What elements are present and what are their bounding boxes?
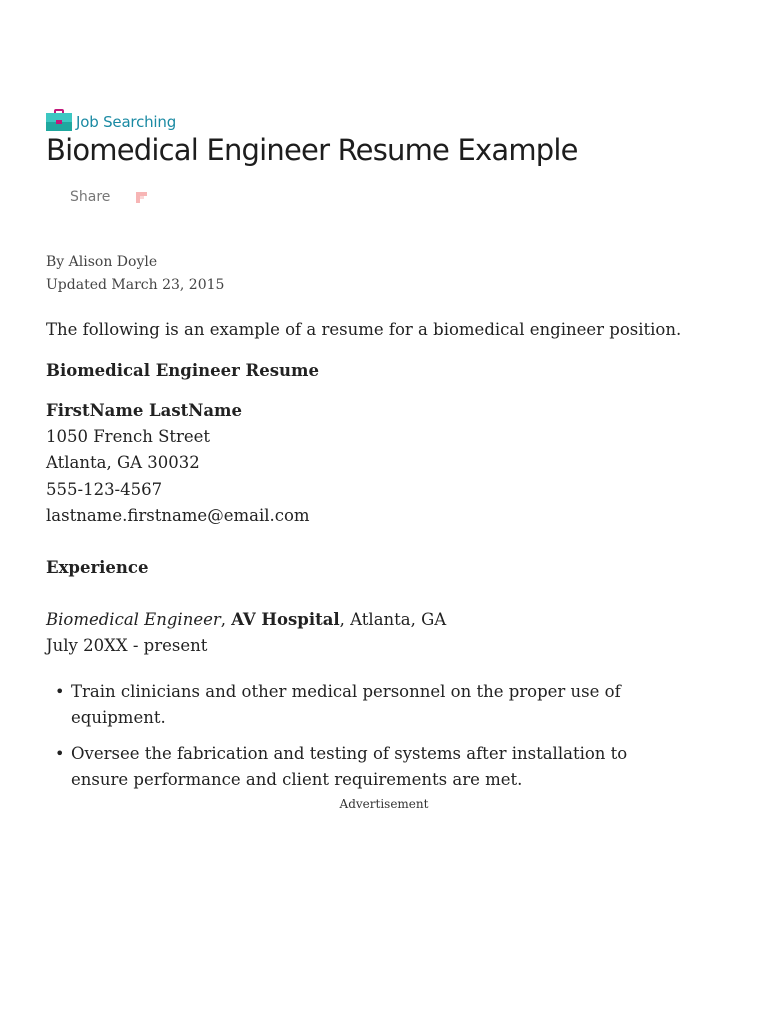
resume-heading: Biomedical Engineer Resume (46, 361, 319, 380)
category-label: Job Searching (76, 113, 177, 131)
job-title-line: Biomedical Engineer, AV Hospital, Atlanta, GA (46, 610, 447, 629)
experience-heading: Experience (46, 558, 149, 577)
category-link[interactable] (46, 110, 176, 134)
job-entry (46, 607, 446, 659)
intro-paragraph: The following is an example of a resume for a biomedical engineer position. (46, 320, 682, 339)
page-title: Biomedical Engineer Resume Example (46, 133, 578, 167)
list-item: • Train clinicians and other medical personnel on the proper use of equipment. (46, 679, 686, 731)
contact-phone: 555-123-4567 (46, 479, 163, 499)
advertisement-label: Advertisement (339, 797, 429, 811)
job-duties-list (46, 679, 686, 803)
job-location: , Atlanta, GA (339, 610, 447, 629)
contact-street: 1050 French Street (46, 427, 211, 447)
flipboard-icon[interactable] (136, 192, 147, 203)
contact-city: Atlanta, GA 30032 (46, 453, 200, 473)
list-item: • Oversee the fabrication and testing of systems after installation to ensure performance and client requirements are met. (46, 741, 686, 793)
contact-block (46, 398, 310, 529)
job-dates: July 20XX - present (46, 636, 208, 655)
briefcase-icon (46, 109, 72, 136)
share-bar (70, 186, 147, 208)
job-title: Biomedical Engineer (46, 610, 221, 629)
job-employer: AV Hospital (231, 610, 340, 629)
contact-email: lastname.firstname@email.com (46, 505, 310, 525)
byline (46, 251, 224, 297)
contact-name: FirstName LastName (46, 401, 242, 420)
author-name[interactable]: By Alison Doyle (46, 254, 158, 270)
share-button[interactable]: Share (70, 189, 111, 205)
updated-date: Updated March 23, 2015 (46, 277, 225, 293)
